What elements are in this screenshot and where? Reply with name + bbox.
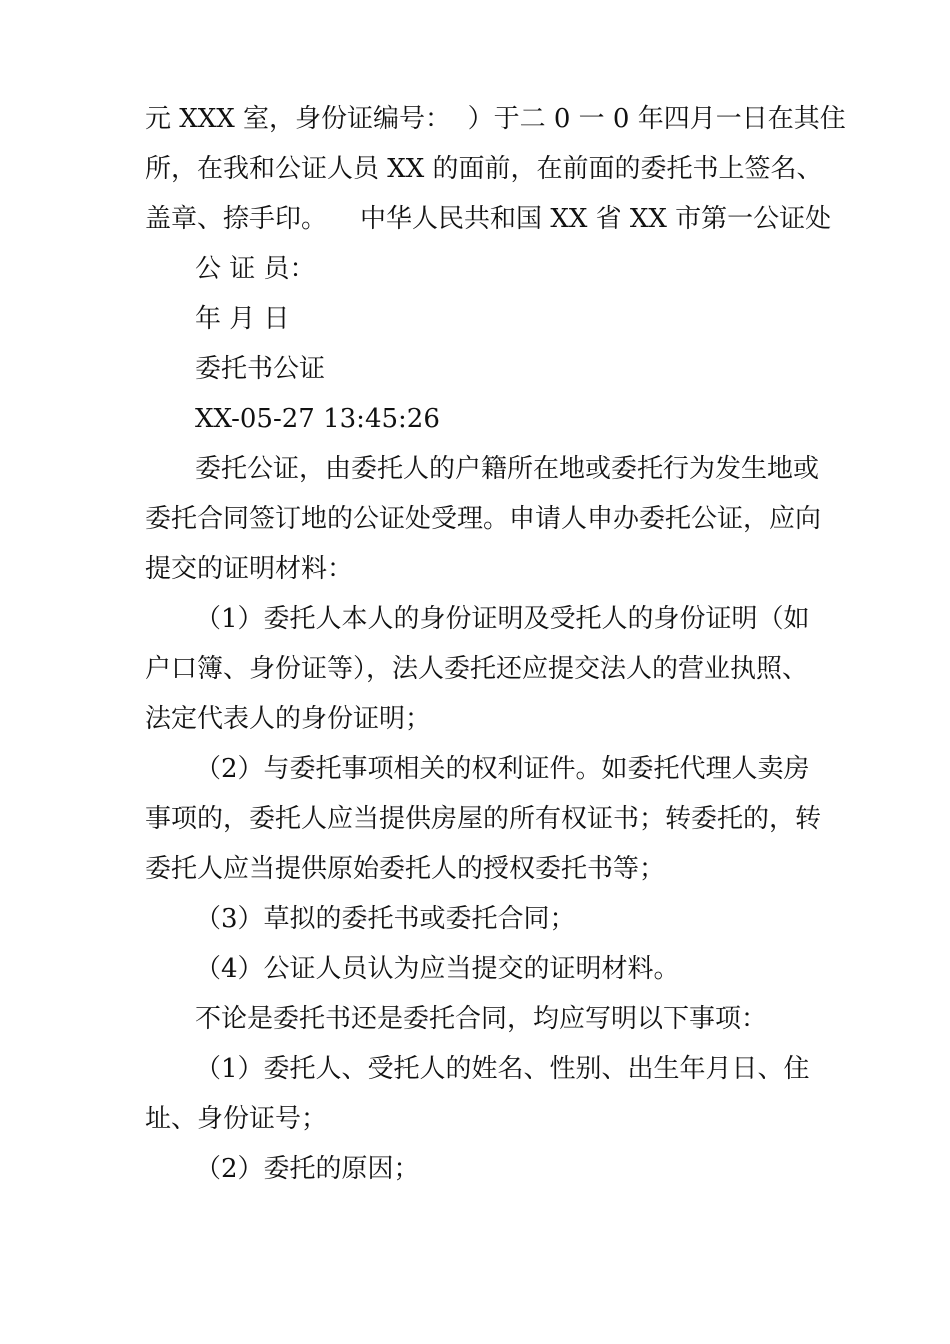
list-item: （1）委托人本人的身份证明及受托人的身份证明（如 — [195, 604, 810, 634]
date-label: 年 月 日 — [195, 304, 290, 334]
text-line: 址、身份证号； — [145, 1104, 328, 1134]
text-line: 提交的证明材料： — [145, 554, 354, 584]
text-line: 不论是委托书还是委托合同，均应写明以下事项： — [195, 1004, 768, 1034]
list-item: （3）草拟的委托书或委托合同； — [195, 904, 576, 934]
list-item: （1）委托人、受托人的姓名、性别、出生年月日、住 — [195, 1054, 810, 1084]
timestamp: XX-05-27 13:45:26 — [195, 404, 440, 434]
list-item: （2）与委托事项相关的权利证件。如委托代理人卖房 — [195, 754, 810, 784]
list-item: （4）公证人员认为应当提交的证明材料。 — [195, 954, 680, 984]
text-line: 盖章、捺手印。 中华人民共和国 XX 省 XX 市第一公证处 — [145, 204, 832, 234]
text-line: 元 XXX 室，身份证编号： ）于二 0 一 0 年四月一日在其住 — [145, 104, 846, 134]
section-title: 委托书公证 — [195, 354, 326, 384]
text-line: 委托合同签订地的公证处受理。申请人申办委托公证，应向 — [145, 504, 822, 534]
text-line: 户口簿、身份证等），法人委托还应提交法人的营业执照、 — [145, 654, 809, 684]
text-line: 所，在我和公证人员 XX 的面前，在前面的委托书上签名、 — [145, 154, 823, 184]
text-line: 委托人应当提供原始委托人的授权委托书等； — [145, 854, 666, 884]
list-item: （2）委托的原因； — [195, 1154, 420, 1184]
signature-label: 公 证 员： — [195, 254, 316, 284]
text-line: 事项的，委托人应当提供房屋的所有权证书；转委托的，转 — [145, 804, 822, 834]
text-line: 委托公证，由委托人的户籍所在地或委托行为发生地或 — [195, 454, 820, 484]
text-line: 法定代表人的身份证明； — [145, 704, 432, 734]
